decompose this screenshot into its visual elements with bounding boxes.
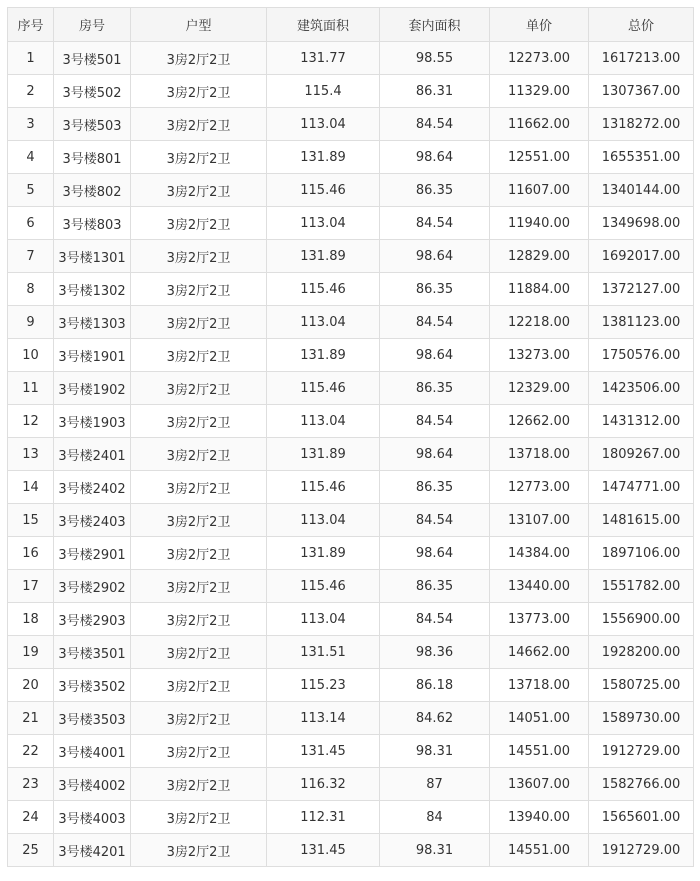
cell-seq: 21 bbox=[8, 702, 54, 735]
cell-layout: 3房2厅2卫 bbox=[131, 42, 267, 75]
table-row bbox=[8, 801, 694, 834]
cell-net-area: 84.54 bbox=[380, 108, 490, 141]
cell-seq: 25 bbox=[8, 834, 54, 867]
cell-seq: 19 bbox=[8, 636, 54, 669]
cell-gross-area: 131.45 bbox=[267, 735, 380, 768]
cell-net-area: 98.64 bbox=[380, 141, 490, 174]
cell-room: 3号楼502 bbox=[54, 75, 131, 108]
cell-total-price: 1912729.00 bbox=[589, 834, 694, 867]
cell-layout: 3房2厅2卫 bbox=[131, 570, 267, 603]
cell-net-area: 86.31 bbox=[380, 75, 490, 108]
cell-net-area: 86.35 bbox=[380, 372, 490, 405]
cell-room: 3号楼2401 bbox=[54, 438, 131, 471]
cell-net-area: 84.54 bbox=[380, 405, 490, 438]
cell-gross-area: 115.46 bbox=[267, 471, 380, 504]
cell-room: 3号楼3502 bbox=[54, 669, 131, 702]
cell-layout: 3房2厅2卫 bbox=[131, 141, 267, 174]
cell-unit-price: 12662.00 bbox=[490, 405, 589, 438]
cell-seq: 11 bbox=[8, 372, 54, 405]
cell-seq: 5 bbox=[8, 174, 54, 207]
cell-net-area: 84.54 bbox=[380, 306, 490, 339]
cell-layout: 3房2厅2卫 bbox=[131, 108, 267, 141]
table-row bbox=[8, 240, 694, 273]
cell-net-area: 98.31 bbox=[380, 735, 490, 768]
cell-seq: 17 bbox=[8, 570, 54, 603]
table-row bbox=[8, 42, 694, 75]
cell-gross-area: 115.46 bbox=[267, 372, 380, 405]
cell-unit-price: 12773.00 bbox=[490, 471, 589, 504]
cell-room: 3号楼4002 bbox=[54, 768, 131, 801]
cell-room: 3号楼3501 bbox=[54, 636, 131, 669]
cell-total-price: 1307367.00 bbox=[589, 75, 694, 108]
cell-gross-area: 113.04 bbox=[267, 207, 380, 240]
cell-gross-area: 131.89 bbox=[267, 240, 380, 273]
cell-total-price: 1431312.00 bbox=[589, 405, 694, 438]
cell-total-price: 1617213.00 bbox=[589, 42, 694, 75]
cell-gross-area: 115.46 bbox=[267, 174, 380, 207]
cell-layout: 3房2厅2卫 bbox=[131, 636, 267, 669]
cell-room: 3号楼4201 bbox=[54, 834, 131, 867]
table-row bbox=[8, 339, 694, 372]
table-header bbox=[8, 8, 694, 42]
cell-total-price: 1582766.00 bbox=[589, 768, 694, 801]
cell-total-price: 1589730.00 bbox=[589, 702, 694, 735]
cell-net-area: 86.35 bbox=[380, 174, 490, 207]
cell-gross-area: 115.23 bbox=[267, 669, 380, 702]
cell-room: 3号楼803 bbox=[54, 207, 131, 240]
cell-gross-area: 131.89 bbox=[267, 141, 380, 174]
cell-layout: 3房2厅2卫 bbox=[131, 702, 267, 735]
cell-net-area: 87 bbox=[380, 768, 490, 801]
cell-net-area: 86.18 bbox=[380, 669, 490, 702]
cell-room: 3号楼1303 bbox=[54, 306, 131, 339]
cell-net-area: 98.36 bbox=[380, 636, 490, 669]
cell-net-area: 84.54 bbox=[380, 207, 490, 240]
table-row bbox=[8, 735, 694, 768]
table-row bbox=[8, 636, 694, 669]
cell-total-price: 1750576.00 bbox=[589, 339, 694, 372]
cell-net-area: 84.54 bbox=[380, 504, 490, 537]
cell-room: 3号楼2403 bbox=[54, 504, 131, 537]
cell-room: 3号楼1301 bbox=[54, 240, 131, 273]
header-seq: 序号 bbox=[8, 8, 54, 42]
cell-seq: 7 bbox=[8, 240, 54, 273]
cell-unit-price: 11329.00 bbox=[490, 75, 589, 108]
cell-total-price: 1318272.00 bbox=[589, 108, 694, 141]
cell-gross-area: 113.04 bbox=[267, 108, 380, 141]
table-row bbox=[8, 273, 694, 306]
cell-gross-area: 113.04 bbox=[267, 504, 380, 537]
cell-seq: 13 bbox=[8, 438, 54, 471]
cell-net-area: 86.35 bbox=[380, 273, 490, 306]
cell-room: 3号楼2903 bbox=[54, 603, 131, 636]
cell-unit-price: 14384.00 bbox=[490, 537, 589, 570]
cell-total-price: 1423506.00 bbox=[589, 372, 694, 405]
cell-gross-area: 115.4 bbox=[267, 75, 380, 108]
header-gross-area: 建筑面积 bbox=[267, 8, 380, 42]
cell-unit-price: 13440.00 bbox=[490, 570, 589, 603]
cell-unit-price: 12329.00 bbox=[490, 372, 589, 405]
cell-room: 3号楼2402 bbox=[54, 471, 131, 504]
cell-net-area: 84 bbox=[380, 801, 490, 834]
cell-net-area: 84.54 bbox=[380, 603, 490, 636]
cell-room: 3号楼501 bbox=[54, 42, 131, 75]
cell-seq: 9 bbox=[8, 306, 54, 339]
cell-gross-area: 115.46 bbox=[267, 273, 380, 306]
header-total-price: 总价 bbox=[589, 8, 694, 42]
cell-seq: 4 bbox=[8, 141, 54, 174]
cell-room: 3号楼4001 bbox=[54, 735, 131, 768]
cell-net-area: 86.35 bbox=[380, 471, 490, 504]
table-row bbox=[8, 504, 694, 537]
table-row bbox=[8, 174, 694, 207]
cell-unit-price: 12829.00 bbox=[490, 240, 589, 273]
cell-layout: 3房2厅2卫 bbox=[131, 372, 267, 405]
cell-room: 3号楼4003 bbox=[54, 801, 131, 834]
cell-seq: 14 bbox=[8, 471, 54, 504]
table-row bbox=[8, 537, 694, 570]
cell-gross-area: 116.32 bbox=[267, 768, 380, 801]
cell-layout: 3房2厅2卫 bbox=[131, 240, 267, 273]
header-net-area: 套内面积 bbox=[380, 8, 490, 42]
cell-seq: 12 bbox=[8, 405, 54, 438]
cell-seq: 10 bbox=[8, 339, 54, 372]
table-row bbox=[8, 471, 694, 504]
cell-gross-area: 112.31 bbox=[267, 801, 380, 834]
table-row bbox=[8, 669, 694, 702]
cell-room: 3号楼802 bbox=[54, 174, 131, 207]
cell-unit-price: 11884.00 bbox=[490, 273, 589, 306]
cell-total-price: 1556900.00 bbox=[589, 603, 694, 636]
cell-layout: 3房2厅2卫 bbox=[131, 768, 267, 801]
cell-unit-price: 14551.00 bbox=[490, 735, 589, 768]
cell-total-price: 1349698.00 bbox=[589, 207, 694, 240]
cell-total-price: 1912729.00 bbox=[589, 735, 694, 768]
table-row bbox=[8, 207, 694, 240]
table-row bbox=[8, 75, 694, 108]
cell-room: 3号楼1901 bbox=[54, 339, 131, 372]
cell-unit-price: 13773.00 bbox=[490, 603, 589, 636]
cell-unit-price: 13607.00 bbox=[490, 768, 589, 801]
table-row bbox=[8, 306, 694, 339]
cell-total-price: 1692017.00 bbox=[589, 240, 694, 273]
table-row bbox=[8, 768, 694, 801]
cell-total-price: 1580725.00 bbox=[589, 669, 694, 702]
cell-total-price: 1565601.00 bbox=[589, 801, 694, 834]
cell-total-price: 1474771.00 bbox=[589, 471, 694, 504]
cell-net-area: 84.62 bbox=[380, 702, 490, 735]
cell-room: 3号楼801 bbox=[54, 141, 131, 174]
table-body bbox=[8, 42, 694, 867]
cell-total-price: 1481615.00 bbox=[589, 504, 694, 537]
cell-gross-area: 131.89 bbox=[267, 438, 380, 471]
cell-seq: 1 bbox=[8, 42, 54, 75]
cell-seq: 3 bbox=[8, 108, 54, 141]
cell-unit-price: 13718.00 bbox=[490, 438, 589, 471]
cell-unit-price: 12551.00 bbox=[490, 141, 589, 174]
cell-layout: 3房2厅2卫 bbox=[131, 207, 267, 240]
cell-layout: 3房2厅2卫 bbox=[131, 801, 267, 834]
cell-unit-price: 12273.00 bbox=[490, 42, 589, 75]
cell-total-price: 1655351.00 bbox=[589, 141, 694, 174]
cell-layout: 3房2厅2卫 bbox=[131, 75, 267, 108]
cell-layout: 3房2厅2卫 bbox=[131, 735, 267, 768]
cell-layout: 3房2厅2卫 bbox=[131, 174, 267, 207]
cell-gross-area: 131.89 bbox=[267, 339, 380, 372]
cell-seq: 8 bbox=[8, 273, 54, 306]
cell-net-area: 98.31 bbox=[380, 834, 490, 867]
table-row bbox=[8, 834, 694, 867]
cell-unit-price: 14662.00 bbox=[490, 636, 589, 669]
header-unit-price: 单价 bbox=[490, 8, 589, 42]
cell-net-area: 98.64 bbox=[380, 537, 490, 570]
header-row bbox=[8, 8, 694, 42]
cell-room: 3号楼1902 bbox=[54, 372, 131, 405]
table-row bbox=[8, 603, 694, 636]
header-room: 房号 bbox=[54, 8, 131, 42]
cell-net-area: 98.64 bbox=[380, 240, 490, 273]
table-row bbox=[8, 108, 694, 141]
price-table bbox=[7, 7, 694, 867]
cell-seq: 15 bbox=[8, 504, 54, 537]
cell-gross-area: 131.89 bbox=[267, 537, 380, 570]
cell-net-area: 98.64 bbox=[380, 339, 490, 372]
cell-layout: 3房2厅2卫 bbox=[131, 339, 267, 372]
cell-room: 3号楼1903 bbox=[54, 405, 131, 438]
cell-seq: 24 bbox=[8, 801, 54, 834]
cell-net-area: 86.35 bbox=[380, 570, 490, 603]
cell-unit-price: 14051.00 bbox=[490, 702, 589, 735]
cell-layout: 3房2厅2卫 bbox=[131, 438, 267, 471]
cell-total-price: 1551782.00 bbox=[589, 570, 694, 603]
cell-unit-price: 11940.00 bbox=[490, 207, 589, 240]
cell-layout: 3房2厅2卫 bbox=[131, 306, 267, 339]
cell-unit-price: 12218.00 bbox=[490, 306, 589, 339]
table-row bbox=[8, 702, 694, 735]
cell-total-price: 1897106.00 bbox=[589, 537, 694, 570]
cell-net-area: 98.64 bbox=[380, 438, 490, 471]
cell-unit-price: 14551.00 bbox=[490, 834, 589, 867]
cell-seq: 22 bbox=[8, 735, 54, 768]
cell-unit-price: 11607.00 bbox=[490, 174, 589, 207]
cell-unit-price: 11662.00 bbox=[490, 108, 589, 141]
cell-total-price: 1372127.00 bbox=[589, 273, 694, 306]
cell-total-price: 1809267.00 bbox=[589, 438, 694, 471]
cell-gross-area: 115.46 bbox=[267, 570, 380, 603]
table-row bbox=[8, 405, 694, 438]
cell-layout: 3房2厅2卫 bbox=[131, 537, 267, 570]
cell-unit-price: 13718.00 bbox=[490, 669, 589, 702]
cell-gross-area: 113.04 bbox=[267, 306, 380, 339]
cell-room: 3号楼2902 bbox=[54, 570, 131, 603]
cell-net-area: 98.55 bbox=[380, 42, 490, 75]
cell-layout: 3房2厅2卫 bbox=[131, 834, 267, 867]
cell-gross-area: 131.51 bbox=[267, 636, 380, 669]
cell-layout: 3房2厅2卫 bbox=[131, 273, 267, 306]
cell-total-price: 1340144.00 bbox=[589, 174, 694, 207]
cell-seq: 6 bbox=[8, 207, 54, 240]
cell-layout: 3房2厅2卫 bbox=[131, 471, 267, 504]
cell-room: 3号楼1302 bbox=[54, 273, 131, 306]
table-row bbox=[8, 372, 694, 405]
cell-seq: 16 bbox=[8, 537, 54, 570]
cell-room: 3号楼2901 bbox=[54, 537, 131, 570]
cell-seq: 18 bbox=[8, 603, 54, 636]
cell-gross-area: 131.45 bbox=[267, 834, 380, 867]
table-row bbox=[8, 141, 694, 174]
cell-seq: 20 bbox=[8, 669, 54, 702]
table-row bbox=[8, 570, 694, 603]
cell-layout: 3房2厅2卫 bbox=[131, 504, 267, 537]
cell-room: 3号楼503 bbox=[54, 108, 131, 141]
cell-seq: 2 bbox=[8, 75, 54, 108]
cell-gross-area: 113.04 bbox=[267, 603, 380, 636]
cell-gross-area: 113.04 bbox=[267, 405, 380, 438]
table-row bbox=[8, 438, 694, 471]
cell-total-price: 1381123.00 bbox=[589, 306, 694, 339]
cell-layout: 3房2厅2卫 bbox=[131, 405, 267, 438]
cell-total-price: 1928200.00 bbox=[589, 636, 694, 669]
cell-gross-area: 131.77 bbox=[267, 42, 380, 75]
header-layout: 户型 bbox=[131, 8, 267, 42]
cell-unit-price: 13940.00 bbox=[490, 801, 589, 834]
cell-gross-area: 113.14 bbox=[267, 702, 380, 735]
cell-layout: 3房2厅2卫 bbox=[131, 603, 267, 636]
cell-seq: 23 bbox=[8, 768, 54, 801]
cell-room: 3号楼3503 bbox=[54, 702, 131, 735]
cell-layout: 3房2厅2卫 bbox=[131, 669, 267, 702]
cell-unit-price: 13107.00 bbox=[490, 504, 589, 537]
cell-unit-price: 13273.00 bbox=[490, 339, 589, 372]
